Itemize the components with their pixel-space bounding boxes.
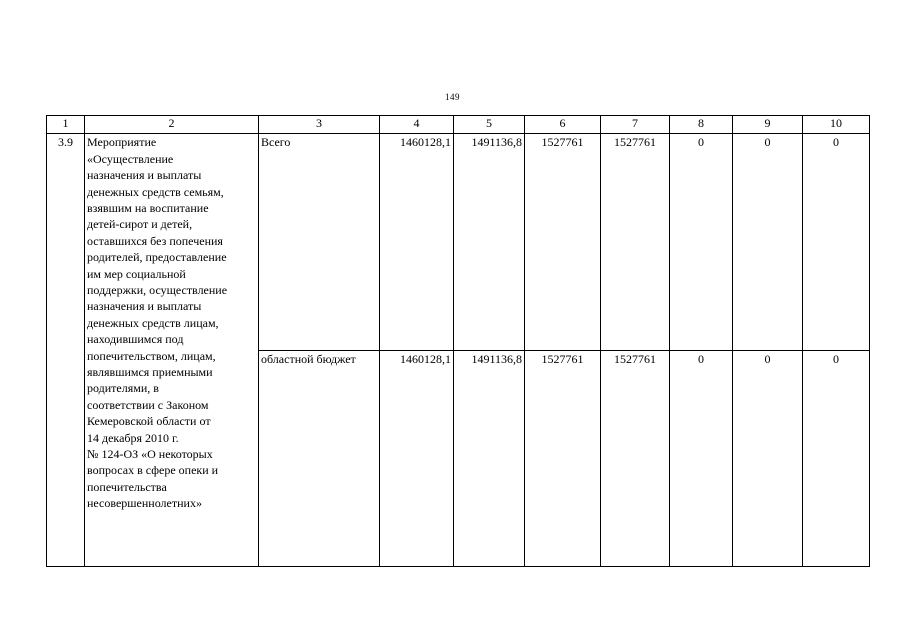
value-cell: 1491136,8	[454, 134, 525, 350]
program-table	[46, 115, 870, 567]
value-cell: 0	[733, 350, 803, 566]
funding-source: Всего	[259, 134, 380, 350]
value-cell: 1527761	[525, 134, 601, 350]
value-cell: 0	[733, 134, 803, 350]
value-cell: 1527761	[601, 350, 670, 566]
column-header: 9	[733, 116, 803, 134]
page-number: 149	[445, 92, 460, 102]
column-header: 1	[47, 116, 85, 134]
value-cell: 0	[670, 134, 733, 350]
value-cell: 1491136,8	[454, 350, 525, 566]
value-cell: 0	[670, 350, 733, 566]
column-header: 7	[601, 116, 670, 134]
item-description: Мероприятие «Осуществление назначения и выплаты денежных средств семьям, взявшим на воспитание детей-сирот и детей, оставшихся без попечения родителей, предоставление им мер социальной поддержки, осуществление назначения и выплаты денежных средств лицам, находившимся под попечительством, лицам, являвшимся приемными родителями, в соответствии с Законом Кемеровской области от 14 декабря 2010 г. № 124-ОЗ «О некоторых вопросах в сфере опеки и попечительства несовершеннолетних»	[85, 134, 259, 567]
value-cell: 1460128,1	[380, 350, 454, 566]
value-cell: 0	[803, 134, 870, 350]
funding-source: областной бюджет	[259, 350, 380, 566]
column-header: 3	[259, 116, 380, 134]
value-cell: 1527761	[525, 350, 601, 566]
column-header: 5	[454, 116, 525, 134]
column-header: 2	[85, 116, 259, 134]
column-header: 8	[670, 116, 733, 134]
value-cell: 1527761	[601, 134, 670, 350]
column-header: 4	[380, 116, 454, 134]
table-row-total	[47, 134, 870, 350]
item-code: 3.9	[47, 134, 85, 567]
column-header: 10	[803, 116, 870, 134]
column-header: 6	[525, 116, 601, 134]
value-cell: 1460128,1	[380, 134, 454, 350]
table-header-row	[47, 116, 870, 134]
value-cell: 0	[803, 350, 870, 566]
